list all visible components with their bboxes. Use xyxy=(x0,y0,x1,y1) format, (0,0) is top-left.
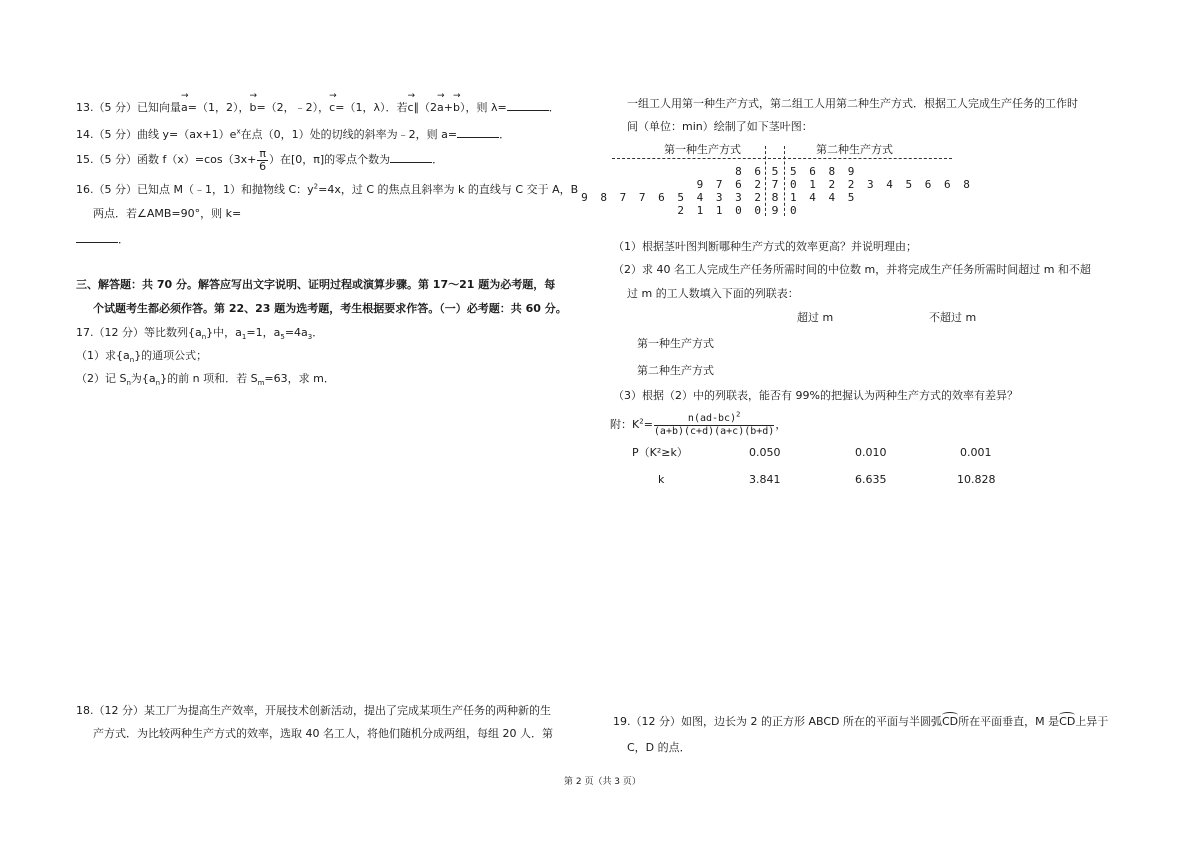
vector-a: → a xyxy=(181,101,188,115)
section-3-heading: 三、解答题：共 70 分。解答应写出文字说明、证明过程或演算步骤。第 17～21 题为必考题，每 xyxy=(76,278,556,291)
stem: 5 xyxy=(771,165,779,178)
arc-cd: CD xyxy=(942,715,959,728)
arc-cd: CD xyxy=(1059,715,1076,728)
contingency-row-method2: 第二种生产方式 xyxy=(637,364,714,377)
question-14: 14.（5 分）曲线 $y=(ax+1)e^x$在点（0，1）处的切线的斜率为﹣2，则 a= ． xyxy=(76,127,511,141)
question-19-line2: C，D 的点． xyxy=(627,741,691,754)
appendix-formula: 附：$K^2=$ $\frac{n(ad-bc)^2}{(a+b)(c+d)(a+c)(b+d)}$ ， xyxy=(610,410,787,437)
p-table-cell: 10.828 xyxy=(957,473,996,486)
question-16-blank: ． xyxy=(76,232,129,247)
p-table-cell: 0.001 xyxy=(960,446,992,459)
p-table-cell: k xyxy=(658,473,665,486)
k-squared-fraction: $\frac{n(ad-bc)^2}{(a+b)(c+d)(a+c)(b+d)}$ xyxy=(653,410,775,437)
leaves-left: 9 7 6 2 xyxy=(696,178,764,191)
q18-intro-line2: 间（单位：min）绘制了如下茎叶图： xyxy=(627,120,813,133)
answer-blank xyxy=(507,100,549,111)
leaves-right: 0 xyxy=(790,204,800,217)
stem-leaf-plot xyxy=(581,142,973,220)
q18-part1: （1）根据茎叶图判断哪种生产方式的效率更高？并说明理由； xyxy=(613,240,917,253)
p-table-cell: 0.010 xyxy=(855,446,887,459)
stem-leaf-divider xyxy=(612,158,952,159)
answer-blank xyxy=(457,127,499,138)
fraction-pi-over-6: $\frac{\pi}{6}$ xyxy=(259,146,267,173)
stem-leaf-row xyxy=(612,165,952,178)
p-table-cell: 0.050 xyxy=(749,446,781,459)
question-13: 13.（5 分）已知向量→ a=（1，2），→ b=（2，﹣2），→ c=（1，λ）．若→ c∥（2→ a+→ b），则 λ= ． xyxy=(76,100,560,115)
question-17: 17.（12 分）等比数列$\{a_n\}$中，$a_1=1$，$a_5=4a_3$． xyxy=(76,326,324,342)
vector-b: → b xyxy=(249,101,256,115)
question-16-line1: 16.（5 分）已知点 M（﹣1，1）和抛物线 C：$y^2=4x$，过 C 的焦点且斜率为 k 的直线与 C 交于 A，B xyxy=(76,182,579,196)
vector-c: → c xyxy=(329,101,335,115)
q18-intro-line1: 一组工人用第一种生产方式，第二组工人用第二种生产方式．根据工人完成生产任务的工作时 xyxy=(627,97,1078,110)
stem: 8 xyxy=(771,191,779,204)
stem-leaf-row xyxy=(581,191,952,204)
stem-leaf-header-right: 第二种生产方式 xyxy=(816,143,893,156)
question-16-line2: 两点．若∠AMB=90°，则 k= xyxy=(93,207,242,220)
vector-c: → c xyxy=(407,101,413,115)
stem-leaf-row xyxy=(612,178,973,191)
leaves-right: 1 4 4 5 xyxy=(790,191,858,204)
question-18-line1: 18.（12 分）某工厂为提高生产效率，开展技术创新活动，提出了完成某项生产任务的两种新的生 xyxy=(76,704,551,717)
section-3-heading-line2: 个试题考生都必须作答。第 22、23 题为选考题，考生根据要求作答。（一）必考题：共 60 分。 xyxy=(93,302,567,315)
question-19-line1: 19.（12 分）如图，边长为 2 的正方形 ABCD 所在的平面与半圆弧CD所在平面垂直，M 是CD上异于 xyxy=(613,715,1109,728)
stem-leaf-row xyxy=(612,204,952,217)
contingency-header-exceed: 超过 m xyxy=(797,311,834,324)
question-17-part1: （1）求$\{a_n\}$的通项公式； xyxy=(76,349,208,365)
leaves-left: 9 8 7 7 6 5 4 3 3 2 xyxy=(581,191,764,204)
p-table-cell: 3.841 xyxy=(749,473,781,486)
vector-b: → b xyxy=(453,101,460,115)
question-17-part2: （2）记 $S_n$为$\{a_n\}$的前 n 项和．若 $S_m=63$，求 m． xyxy=(76,372,335,388)
leaves-left: 2 1 1 0 0 xyxy=(677,204,764,217)
contingency-header-not-exceed: 不超过 m xyxy=(929,311,977,324)
vector-a: → a xyxy=(437,101,444,115)
question-15: 15.（5 分）函数 f（x）=cos（3x+ $\frac{\pi}{6}$ ）在[0，π]的零点个数为 ． xyxy=(76,146,444,173)
p-table-cell: P（K²≥k） xyxy=(632,446,688,459)
leaves-left: 8 6 xyxy=(735,165,764,178)
p-table-cell: 6.635 xyxy=(855,473,887,486)
contingency-row-method1: 第一种生产方式 xyxy=(637,337,714,350)
leaves-right: 0 1 2 2 3 4 5 6 6 8 xyxy=(790,178,973,191)
q18-part3: （3）根据（2）中的列联表，能否有 99%的把握认为两种生产方式的效率有差异？ xyxy=(613,389,1018,402)
page-footer: 第 2 页（共 3 页） xyxy=(564,777,641,787)
stem: 7 xyxy=(771,178,779,191)
answer-blank xyxy=(76,232,118,243)
q18-part2-line1: （2）求 40 名工人完成生产任务所需时间的中位数 m，并将完成生产任务所需时间超过 m 和不超 xyxy=(613,263,1091,276)
stem-leaf-header-left: 第一种生产方式 xyxy=(664,143,741,156)
q18-part2-line2: 过 m 的工人数填入下面的列联表： xyxy=(627,287,799,300)
stem: 9 xyxy=(771,204,779,217)
leaves-right: 5 6 8 9 xyxy=(790,165,858,178)
answer-blank xyxy=(390,152,432,163)
question-18-line2: 产方式．为比较两种生产方式的效率，选取 40 名工人，将他们随机分成两组，每组 20 人．第 xyxy=(93,727,553,740)
